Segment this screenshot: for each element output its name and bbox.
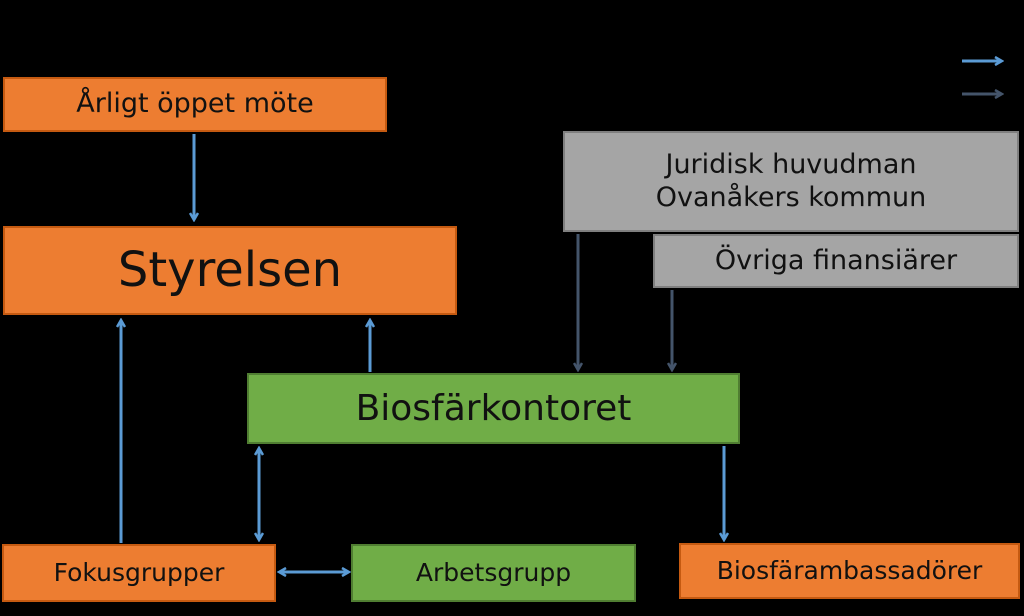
node-arligt-oppet-mote-label: Årligt öppet möte xyxy=(76,88,314,120)
node-ovriga-finansiarer-label: Övriga finansiärer xyxy=(714,244,958,276)
node-biosfarkontoret-label: Biosfärkontoret xyxy=(355,387,632,429)
node-juridisk-line1: Juridisk huvudman xyxy=(665,149,917,181)
node-arligt-oppet-mote xyxy=(3,77,387,132)
node-biosfarkontoret xyxy=(247,373,740,444)
node-biosfarambassadorer-label: Biosfärambassadörer xyxy=(716,556,983,585)
node-styrelsen-label: Styrelsen xyxy=(117,241,343,298)
node-juridisk-huvudman xyxy=(563,131,1019,232)
node-styrelsen xyxy=(3,226,457,315)
node-fokusgrupper-label: Fokusgrupper xyxy=(53,558,225,587)
node-biosfarambassadorer xyxy=(679,543,1020,599)
node-fokusgrupper xyxy=(2,544,276,602)
node-arbetsgrupp-label: Arbetsgrupp xyxy=(415,558,572,587)
node-arbetsgrupp xyxy=(351,544,636,602)
node-ovriga-finansiarer xyxy=(653,234,1019,288)
node-juridisk-line2: Ovanåkers kommun xyxy=(655,181,927,213)
